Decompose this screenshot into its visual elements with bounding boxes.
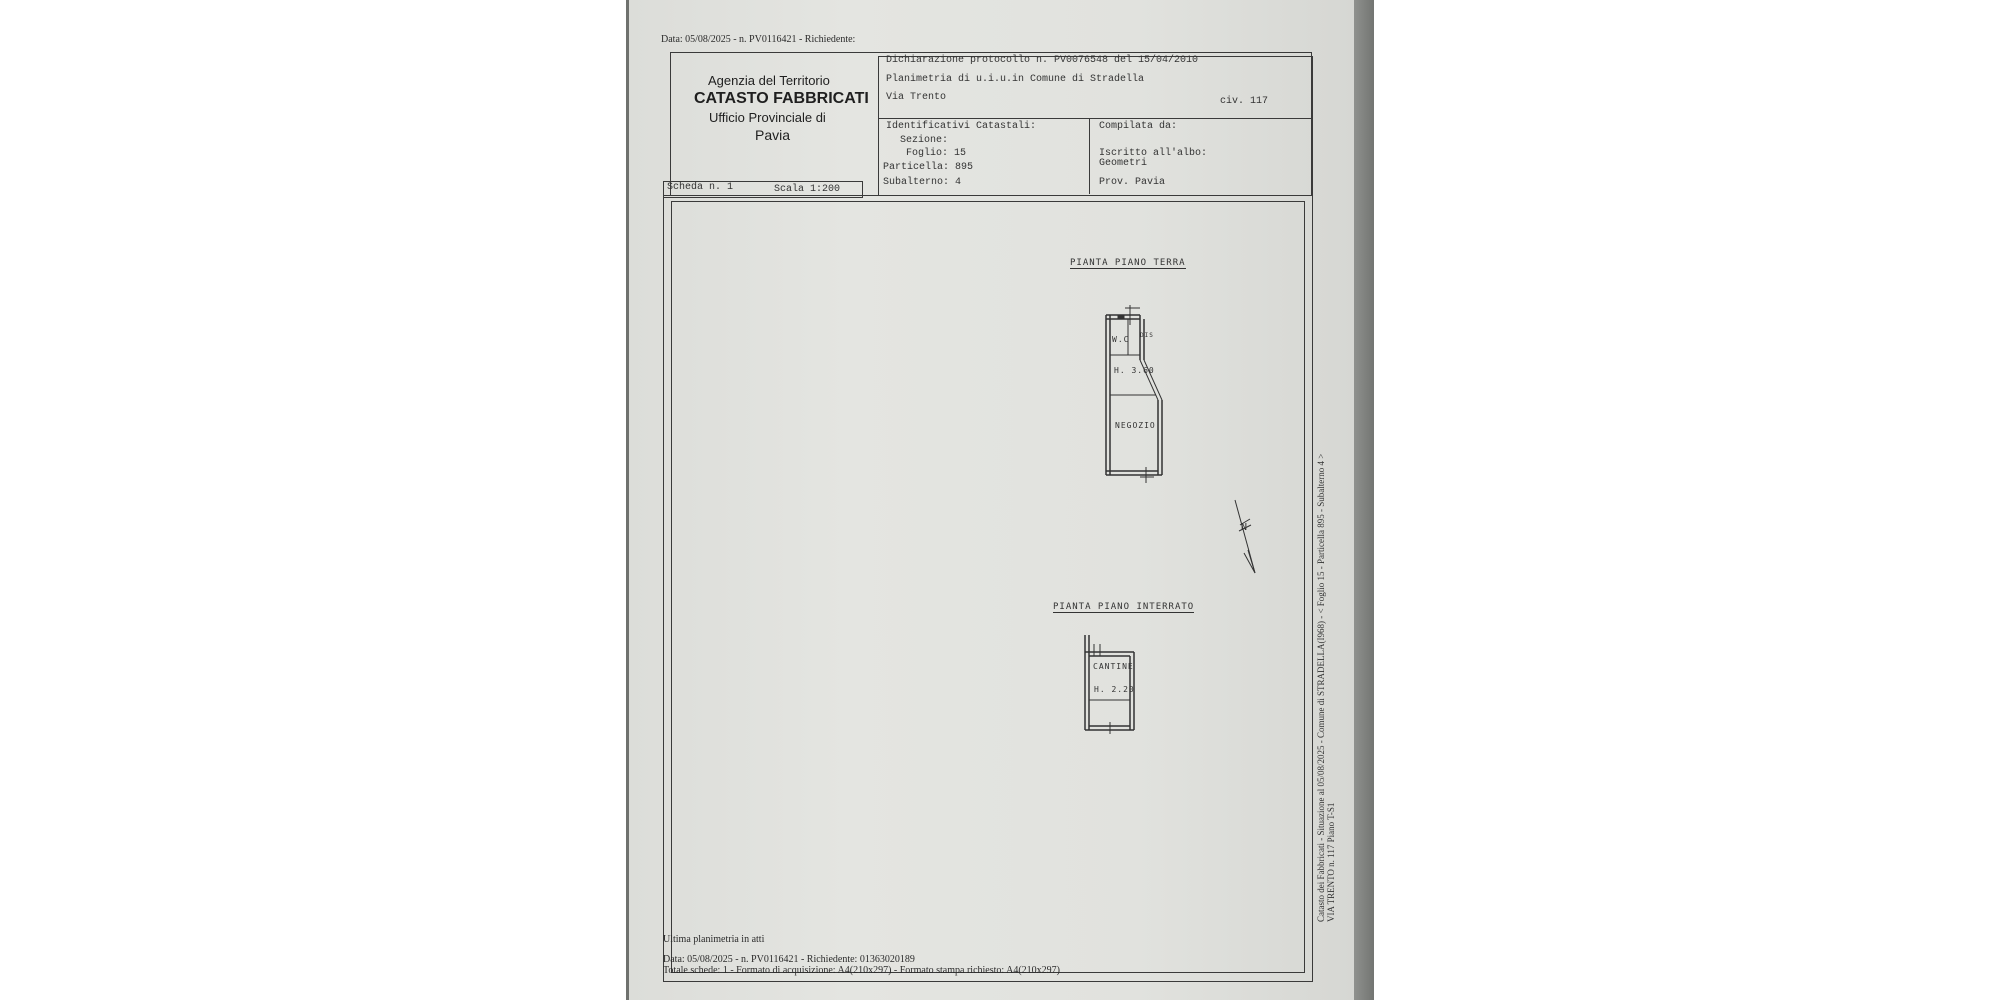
cantine-label: CANTINE [1093,662,1134,671]
negozio-label: NEGOZIO [1115,421,1156,430]
wc-label: W.C [1112,335,1130,344]
catasto-title: CATASTO FABBRICATI [694,90,869,107]
scheda-scale: Scala 1:200 [774,184,841,195]
office-city: Pavia [755,127,791,143]
compiled-profession: Geometri [1099,158,1148,169]
ground-height-label: H. 3.60 [1114,366,1155,375]
basement-plan [1082,630,1142,735]
compiled-title: Compilata da: [1099,121,1178,132]
identifiers-title: Identificativi Catastali: [886,121,1037,132]
compiled-province: Prov. Pavia [1099,177,1166,188]
background-left [0,0,626,1000]
header-request-line: Data: 05/08/2025 - n. PV0116421 - Richiedente: [661,34,856,45]
street-name: Via Trento [886,92,947,103]
drawing-frame-inner [671,201,1305,973]
declaration-protocol: Dichiarazione protocollo n. PV0076548 del 15/04/2010 [886,55,1199,66]
compiled-divider [1089,118,1090,194]
office-name: Ufficio Provinciale di [709,110,826,125]
north-label: N [1241,522,1249,533]
agency-name: Agenzia del Territorio [708,73,830,88]
identifier-subalterno: Subalterno: 4 [883,177,962,188]
header-divider-horizontal [878,118,1312,119]
scheda-number: Scheda n. 1 [667,182,734,193]
background-right [1374,0,2000,1000]
vertical-address-note: VIA TRENTO n. 117 Piano T-S1 [1326,802,1336,922]
page-shadow [1354,0,1374,1000]
identifier-foglio: Foglio: 15 [906,148,967,159]
planimetry-location: Planimetria di u.i.u.in Comune di Stradella [886,74,1145,85]
civic-number: civ. 117 [1220,96,1269,107]
basement-title: PIANTA PIANO INTERRATO [1053,602,1195,612]
footer-format-line: Totale schede: 1 - Formato di acquisizione: A4(210x297) - Formato stampa richiesto: A4(210x297) [663,965,1060,976]
footer-last-planimetry: Ultima planimetria in atti [663,934,765,945]
identifier-particella: Particella: 895 [883,162,974,173]
ds-label: DIS [1140,332,1154,339]
footer-request-line: Data: 05/08/2025 - n. PV0116421 - Richiedente: 01363020189 [663,954,915,965]
basement-height-label: H. 2.20 [1094,685,1135,694]
ground-floor-title: PIANTA PIANO TERRA [1070,258,1186,268]
vertical-cadastral-note: Catasto dei Fabbricati - Situazione al 05/08/2025 - Comune di STRADELLA(I968) - < Foglio 15 - Particella 895 - Subalterno 4 > [1316,453,1326,922]
north-arrow [1230,495,1260,575]
compiled-albo: Iscritto all'albo: [1099,148,1208,159]
identifier-sezione: Sezione: [900,135,949,146]
